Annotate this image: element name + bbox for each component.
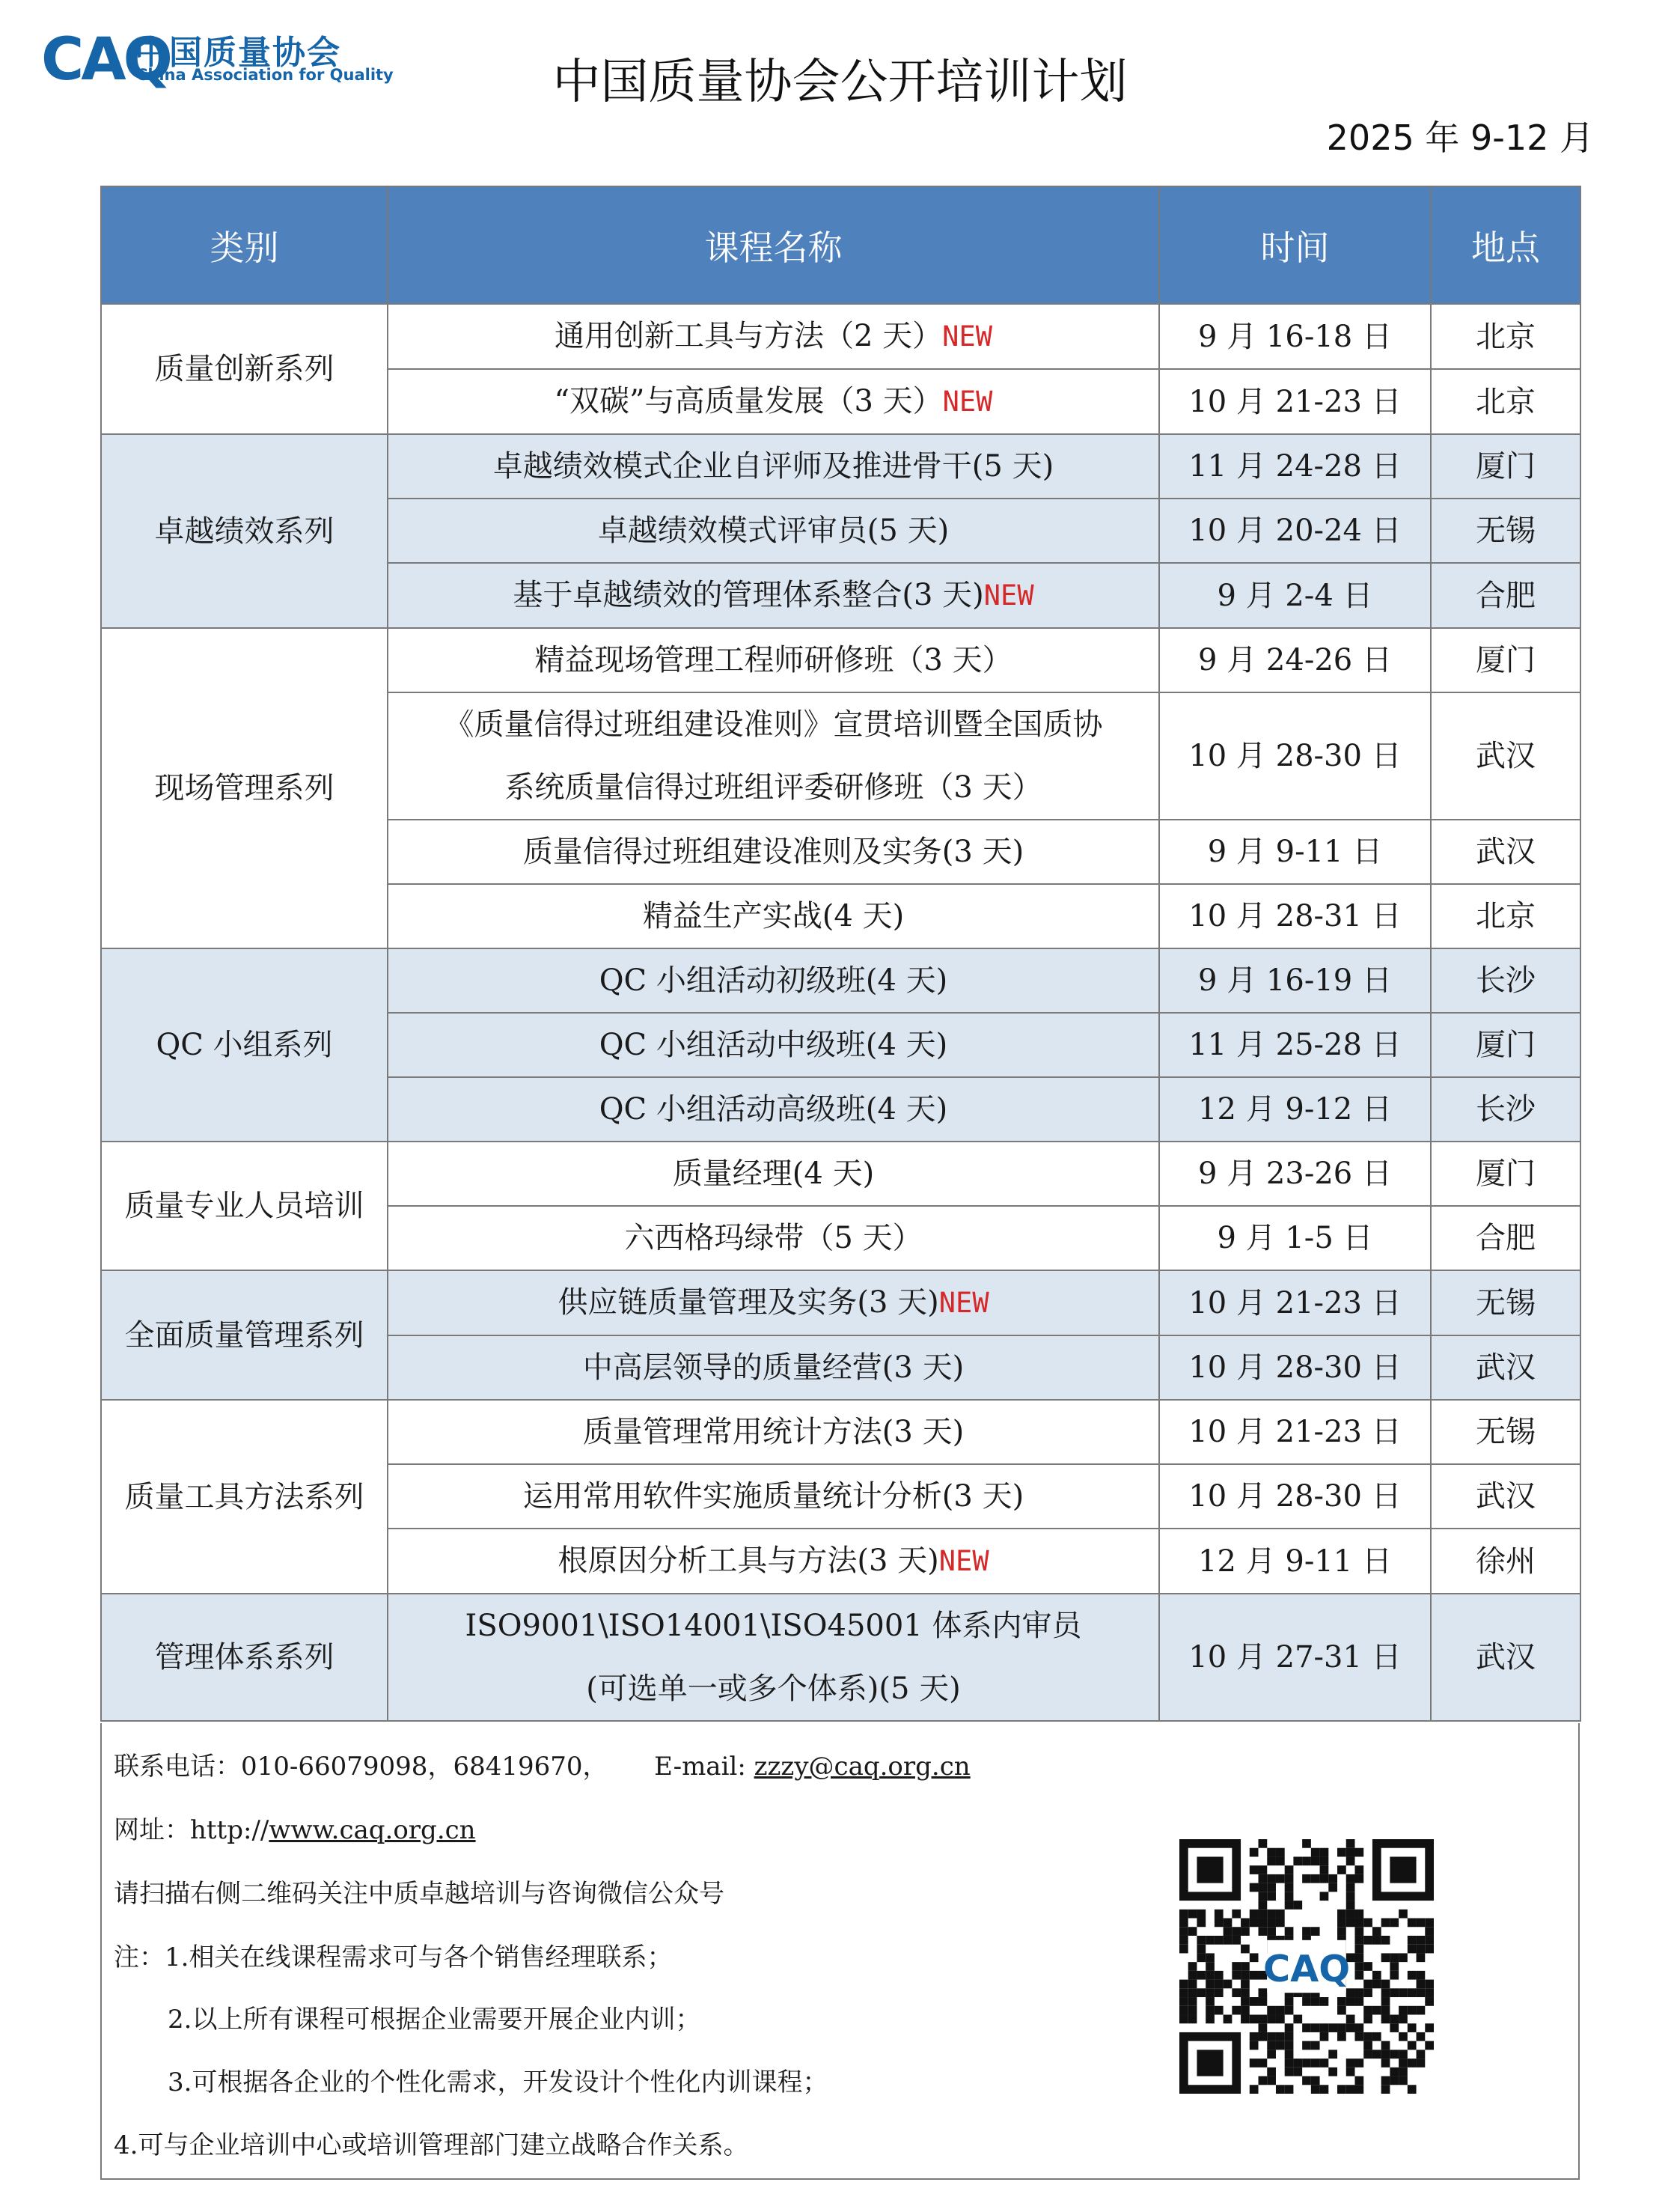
category-cell: QC 小组系列 [101,948,388,1142]
phone-text: 联系电话：010-66079098，68419670， [114,1752,608,1782]
qr-center-logo-text: CAQ [1262,1946,1351,1990]
location-cell: 长沙 [1431,1077,1580,1142]
time-cell: 10 月 28-31 日 [1159,884,1431,948]
table-row [101,628,1580,692]
time-cell: 10 月 28-30 日 [1159,1464,1431,1529]
course-name [393,629,1154,692]
location-cell: 北京 [1431,304,1580,369]
location-cell: 北京 [1431,884,1580,948]
course-name-text: ISO9001\ISO14001\ISO45001 体系内审员 [465,1609,1082,1643]
table-header-row [101,186,1580,304]
time-cell: 11 月 25-28 日 [1159,1013,1431,1077]
category-cell: 质量创新系列 [101,304,388,434]
course-name-cell [388,1594,1159,1721]
course-name-cell [388,1206,1159,1270]
new-badge: NEW [938,1545,989,1577]
table-row [101,1142,1580,1206]
location-cell: 北京 [1431,369,1580,434]
course-name [393,1207,1154,1270]
plan-period: 2025 年 9-12 月 [1326,118,1594,158]
course-name-cell [388,499,1159,563]
location-cell: 厦门 [1431,1142,1580,1206]
time-cell: 10 月 28-30 日 [1159,1335,1431,1400]
location-cell: 武汉 [1431,1335,1580,1400]
header-course-name: 课程名称 [388,186,1159,304]
website-link[interactable]: www.caq.org.cn [269,1815,476,1845]
course-name-text: 卓越绩效模式评审员(5 天) [597,514,950,548]
time-cell: 9 月 1-5 日 [1159,1206,1431,1270]
page-title: 中国质量协会公开培训计划 [552,55,1128,110]
header-location: 地点 [1431,186,1580,304]
logo-chinese-name: 中国质量协会 [135,34,341,72]
course-name [393,820,1154,883]
course-name-text: 《质量信得过班组建设准则》宣贯培训暨全国质协 [444,707,1103,742]
logo-english-name: China Association for Quality [136,66,394,84]
course-name-cell [388,1464,1159,1529]
course-name-text: 供应链质量管理及实务(3 天) [558,1285,939,1320]
location-cell: 武汉 [1431,1464,1580,1529]
table-row [101,434,1580,499]
location-cell: 长沙 [1431,948,1580,1013]
new-badge: NEW [983,579,1034,612]
course-name [393,305,1154,368]
course-name-cell [388,563,1159,628]
course-name [393,949,1154,1012]
note-3: 3.可根据各企业的个性化需求，开发设计个性化内训课程； [168,2068,828,2097]
course-name-text: 六西格玛绿带（5 天） [624,1221,923,1255]
new-badge: NEW [938,1287,989,1319]
course-name [393,564,1154,627]
scan-text: 请扫描右侧二维码关注中质卓越培训与咨询微信公众号 [114,1879,724,1909]
course-name-text: QC 小组活动中级班(4 天) [599,1028,948,1062]
location-cell: 合肥 [1431,1206,1580,1270]
course-name-cell [388,1013,1159,1077]
contact-line [114,1746,971,1782]
course-name [393,1465,1154,1528]
table-row [101,1270,1580,1335]
course-name-cell [388,692,1159,820]
course-name-text: 根原因分析工具与方法(3 天) [558,1544,939,1578]
category-cell: 卓越绩效系列 [101,434,388,628]
note-2: 2.以上所有课程可根据企业需要开展企业内训； [168,2005,701,2035]
course-name [393,1014,1154,1076]
course-name-cell [388,369,1159,434]
course-name [393,1336,1154,1399]
course-name-cell [388,1142,1159,1206]
course-name-line-2: (可选单一或多个体系)(5 天) [586,1672,961,1706]
course-name-text: 运用常用软件实施质量统计分析(3 天) [522,1479,1024,1514]
course-name-cell [388,1270,1159,1335]
course-name-text: 质量信得过班组建设准则及实务(3 天) [522,835,1024,869]
location-cell: 无锡 [1431,1270,1580,1335]
website-label: 网址：http:// [114,1815,269,1845]
website-line [114,1809,476,1846]
location-cell: 厦门 [1431,1013,1580,1077]
course-name [393,1142,1154,1205]
course-name-text: 精益生产实战(4 天) [642,899,905,933]
course-name [393,1401,1154,1463]
time-cell: 10 月 21-23 日 [1159,369,1431,434]
course-name-cell [388,434,1159,499]
email-label: E-mail: [654,1752,746,1782]
course-name-cell [388,1529,1159,1594]
time-cell: 12 月 9-11 日 [1159,1529,1431,1594]
course-name [393,1078,1154,1141]
wechat-qr-code-icon [1179,1839,1434,2094]
time-cell: 10 月 20-24 日 [1159,499,1431,563]
course-name-text: QC 小组活动初级班(4 天) [599,963,948,998]
time-cell: 12 月 9-12 日 [1159,1077,1431,1142]
note-4: 4.可与企业培训中心或培训管理部门建立战略合作关系。 [114,2130,749,2160]
location-cell: 徐州 [1431,1529,1580,1594]
course-name-line-2: 系统质量信得过班组评委研修班（3 天） [504,770,1042,805]
email-link[interactable]: zzzy@caq.org.cn [754,1752,971,1782]
category-cell: 现场管理系列 [101,628,388,948]
location-cell: 无锡 [1431,499,1580,563]
category-cell: 全面质量管理系列 [101,1270,388,1400]
location-cell: 无锡 [1431,1400,1580,1464]
course-name-cell [388,628,1159,692]
course-name [393,1594,1154,1657]
course-name-text: 质量管理常用统计方法(3 天) [582,1415,965,1449]
time-cell: 9 月 16-19 日 [1159,948,1431,1013]
time-cell: 9 月 9-11 日 [1159,820,1431,884]
contact-footer [100,1723,1580,2180]
location-cell: 厦门 [1431,628,1580,692]
training-plan-table [100,186,1581,1722]
time-cell: 10 月 27-31 日 [1159,1594,1431,1721]
course-name [393,499,1154,562]
table-row [101,948,1580,1013]
course-name-cell [388,884,1159,948]
course-name-text: 卓越绩效模式企业自评师及推进骨干(5 天) [492,449,1054,484]
header-time: 时间 [1159,186,1431,304]
category-cell: 质量工具方法系列 [101,1400,388,1594]
time-cell: 10 月 28-30 日 [1159,692,1431,820]
course-name-text: 精益现场管理工程师研修班（3 天） [534,643,1012,677]
course-name [393,1529,1154,1593]
time-cell: 10 月 21-23 日 [1159,1270,1431,1335]
course-name-text: 中高层领导的质量经营(3 天) [582,1350,965,1385]
time-cell: 9 月 16-18 日 [1159,304,1431,369]
course-name-cell [388,1077,1159,1142]
location-cell: 厦门 [1431,434,1580,499]
header-category: 类别 [101,186,388,304]
table-row [101,1594,1580,1721]
course-name-cell [388,304,1159,369]
time-cell: 9 月 2-4 日 [1159,563,1431,628]
new-badge: NEW [942,386,993,418]
category-cell: 质量专业人员培训 [101,1142,388,1270]
time-cell: 11 月 24-28 日 [1159,434,1431,499]
time-cell: 10 月 21-23 日 [1159,1400,1431,1464]
course-name-text: “双碳”与高质量发展（3 天） [554,384,943,418]
location-cell: 合肥 [1431,563,1580,628]
note-1: 注：1.相关在线课程需求可与各个销售经理联系； [114,1942,673,1972]
table-body [101,304,1580,1721]
course-name-cell [388,1335,1159,1400]
course-name [393,885,1154,948]
course-name-cell [388,1400,1159,1464]
time-cell: 9 月 24-26 日 [1159,628,1431,692]
location-cell: 武汉 [1431,692,1580,820]
course-name-text: 质量经理(4 天) [672,1157,875,1191]
category-cell: 管理体系系列 [101,1594,388,1721]
new-badge: NEW [942,320,992,353]
course-name [393,435,1154,498]
course-name [393,1271,1154,1335]
location-cell: 武汉 [1431,820,1580,884]
location-cell: 武汉 [1431,1594,1580,1721]
caq-logo-mark-text: CAQ [41,26,170,91]
course-name [393,370,1154,433]
time-cell: 9 月 23-26 日 [1159,1142,1431,1206]
course-name [393,693,1154,756]
course-name-cell [388,948,1159,1013]
table-row [101,304,1580,369]
course-name-text: 通用创新工具与方法（2 天） [555,319,943,353]
course-name-cell [388,820,1159,884]
course-name-text: 基于卓越绩效的管理体系整合(3 天) [513,578,984,612]
table-row [101,1400,1580,1464]
course-name-text: QC 小组活动高级班(4 天) [599,1092,948,1127]
